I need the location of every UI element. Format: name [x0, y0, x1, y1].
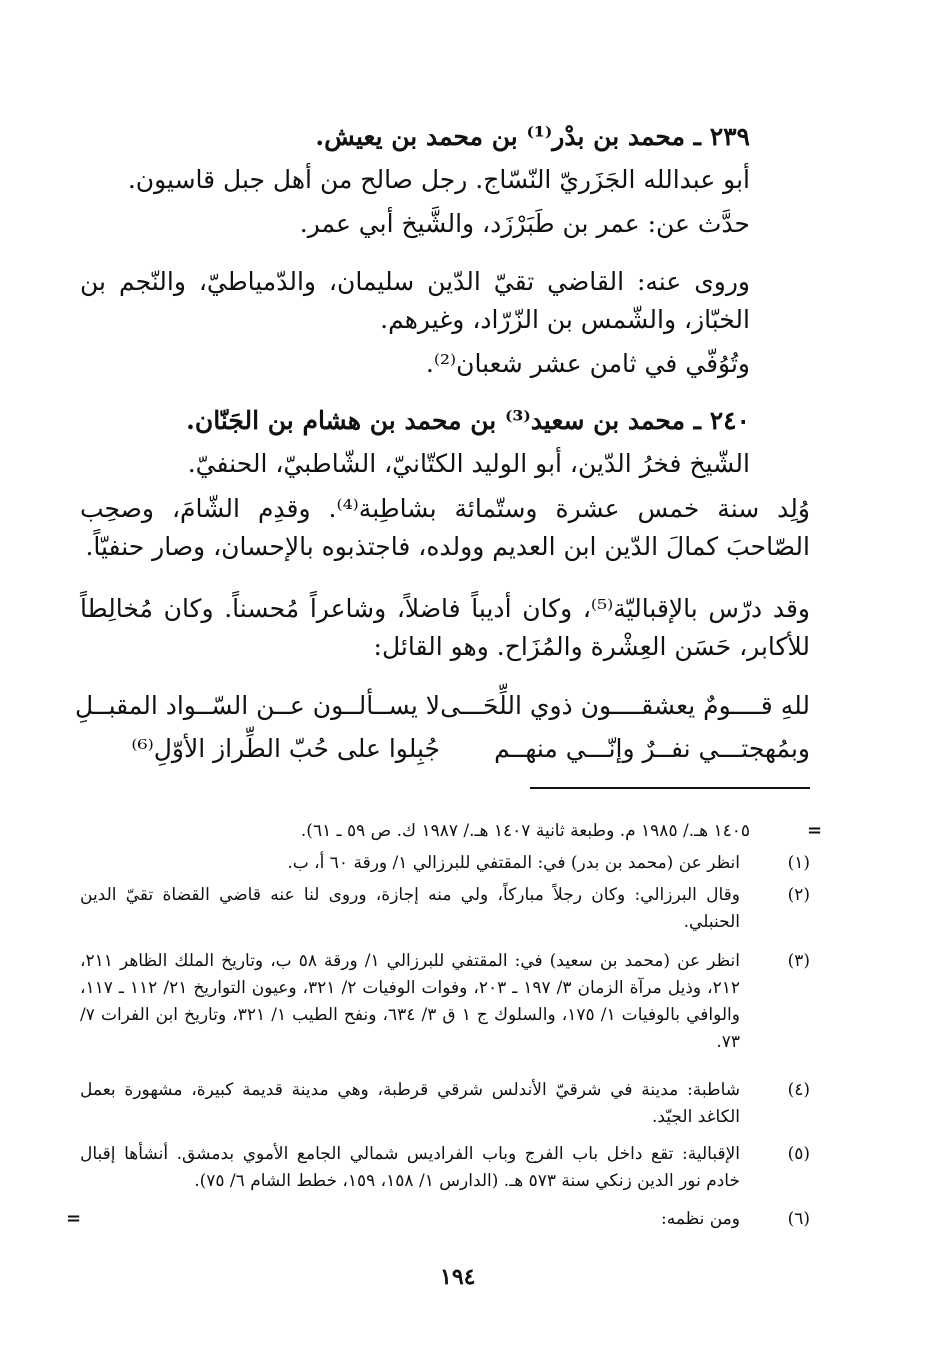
footnote-separator — [530, 787, 810, 789]
poem-verse-right: للهِ قــــومٌ يعشقــــون ذوي اللِّحَـــى — [440, 691, 810, 720]
footnote-text: انظر عن (محمد بن بدر) في: المقتفي للبرزالي ١/ ورقة ٦٠ أ، ب. — [287, 853, 740, 873]
entry-heading: ٢٣٩ ـ محمد بن بدْر⁽¹⁾ بن محمد بن يعيش. — [315, 122, 750, 151]
entry-paragraph: وقد درّس بالإقباليّة⁽⁵⁾، وكان أديباً فاضلاً، وشاعراً مُحسناً. وكان مُخالِطاً للأكابر، حَسَن العِشْرة والمُزَاح. وهو القائل: — [80, 594, 810, 661]
footnote-text: شاطبة: مدينة في شرقيّ الأندلس شرقي قرطبة، وهي مدينة قديمة كبيرة، مشهورة بعمل الكاغد الجيّد. — [80, 1080, 740, 1127]
footnote-text: انظر عن (محمد بن سعيد) في: المقتفي للبرزالي ١/ ورقة ٥٨ ب، وتاريخ الملك الظاهر ٢١١، ٢١٢، وذيل مرآة الزمان ٣/ ١٩٧ ـ ٢٠٣، وفوات الوفيات ٢/ ٣٢١، وعيون التواريخ ٢١/ ١١٢ ـ ١١٧، والوافي بالوفيات ١/ ١٧٥، والسلوك ج ١ ق ٣/ ٦٣٤، ونفح الطيب ١/ ٣٢١، وتاريخ ابن الفرات ٧/ ٧٣. — [80, 951, 741, 1052]
footnote-item — [80, 882, 810, 938]
footnote-continuation: ١٤٠٥ هـ./ ١٩٨٥ م. وطبعة ثانية ١٤٠٧ هـ./ ١٩٨٧ ك. ص ٥٩ ـ ٦١). — [300, 821, 750, 841]
page-number: ١٩٤ — [440, 1264, 476, 1290]
entry-line: أبو عبدالله الجَزَريّ النّسّاج. رجل صالح من أهل جبل قاسيون. — [127, 165, 750, 194]
footnote-item — [80, 948, 810, 1060]
entry-paragraph: وُلِد سنة خمس عشرة وستّمائة بشاطِبة⁽⁴⁾. وقدِم الشّامَ، وصحِب الصّاحبَ كمالَ الدّين ابن العديم وولده، فاجتذبوه بالإحسان، وصار حنفيّاً. — [80, 494, 810, 561]
footnote-item — [80, 1141, 810, 1197]
footnote-text: الإقبالية: تقع داخل باب الفرج وباب الفراديس شمالي الجامع الأموي بدمشق. أنشأها إقبال خادم نور الدين زنكي سنة ٥٧٣ هـ. (الدارس ١/ ١٥٨، ١٥٩، خطط الشام ٦/ ٧٥). — [80, 1144, 740, 1191]
footnote-text: ومن نظمه: — [660, 1209, 740, 1229]
footnote-item — [80, 850, 810, 878]
footnote-item — [80, 1206, 810, 1234]
footnote-number: (١) — [787, 853, 810, 873]
footnote-number: (٥) — [787, 1144, 810, 1164]
entry-heading: ٢٤٠ ـ محمد بن سعيد⁽³⁾ بن محمد بن هشام بن الجَنّان. — [186, 406, 750, 435]
footnote-item — [80, 1077, 810, 1133]
footnote-number: (٤) — [787, 1080, 810, 1100]
continuation-mark: = — [807, 820, 823, 841]
footnote-text: وقال البرزالي: وكان رجلاً مباركاً، ولي منه إجازة، وروى لنا عنه قاضي القضاة تقيّ الدين الحنبلي. — [80, 885, 740, 932]
entry-line: حدَّث عن: عمر بن طَبَرْزَد، والشَّيخ أبي عمر. — [299, 209, 750, 238]
footnote-number: (٣) — [787, 951, 810, 971]
footnote-number: (٢) — [787, 885, 810, 905]
entry-paragraph: وروى عنه: القاضي تقيّ الدّين سليمان، والدّمياطيّ، والنّجم بن الخبّاز، والشّمس بن الزّرّاد، وغيرهم. — [80, 267, 750, 334]
entry-line: الشّيخ فخرُ الدّين، أبو الوليد الكتّانيّ، الشّاطبيّ، الحنفيّ. — [187, 449, 750, 478]
poem-verse-left: لا يســألــون عــن السّــواد المقبــلِ — [74, 691, 440, 720]
footnote-number: (٦) — [787, 1209, 810, 1229]
continuation-mark: = — [66, 1208, 82, 1229]
poem-verse-right: وبمُهجتـــي نفــرٌ وإنّـــي منهــم — [494, 734, 810, 763]
entry-line: وتُوُفّي في ثامن عشر شعبان⁽²⁾. — [425, 349, 750, 378]
poem-verse-left: جُبِلوا على حُبّ الطِّراز الأوّلِ⁽⁶⁾ — [131, 734, 440, 763]
